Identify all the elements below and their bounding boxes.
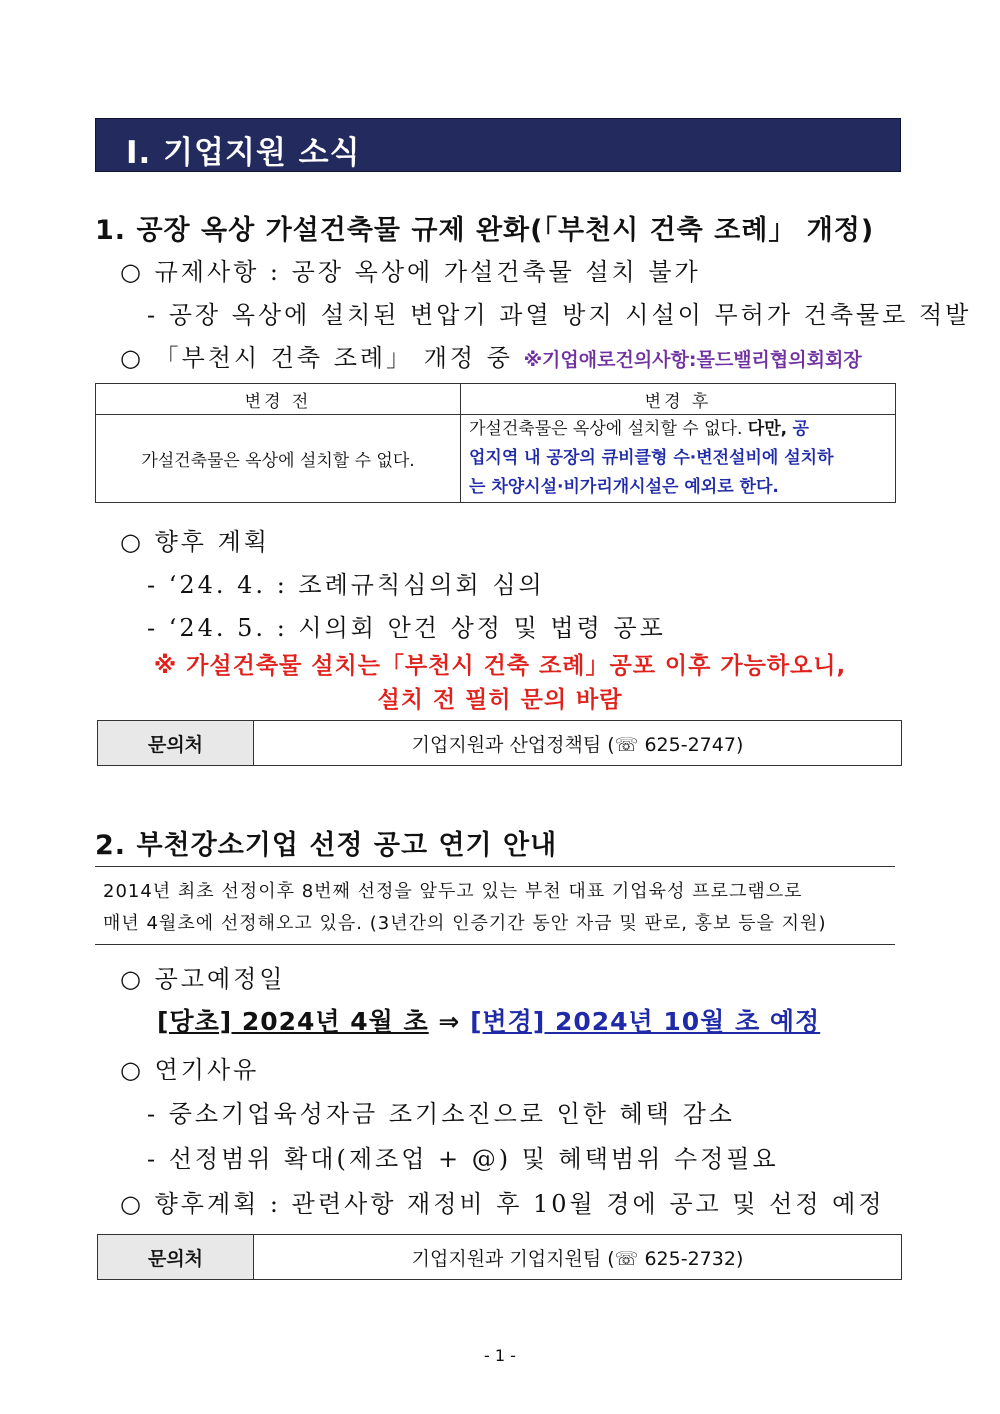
plan-line: ○ 향후 계획 bbox=[120, 528, 270, 556]
regulation-line: ○ 규제사항 : 공장 옥상에 가설건축물 설치 불가 bbox=[120, 258, 701, 286]
contact-label: 문의처 bbox=[98, 1235, 254, 1279]
contact-label: 문의처 bbox=[98, 721, 254, 765]
notice-line-2: 설치 전 필히 문의 바람 bbox=[377, 687, 623, 713]
amendment-text: ○ 「부천시 건축 조례」 개정 중 bbox=[120, 344, 513, 372]
before-header: 변경 전 bbox=[96, 384, 461, 415]
after-blue-3: 는 차양시설·비가리개시설은 예외로 한다. bbox=[469, 477, 779, 497]
reason-item: - 선정범위 확대(제조업 + @) 및 혜택범위 수정필요 bbox=[147, 1145, 779, 1173]
plan-item: - ‘24. 4. : 조례규칙심의회 심의 bbox=[147, 571, 545, 599]
banner-title: Ⅰ. 기업지원 소식 bbox=[126, 135, 361, 171]
date-label: ○ 공고예정일 bbox=[120, 965, 286, 993]
amendment-note: ※기업애로건의사항:몰드밸리협의회회장 bbox=[523, 349, 862, 371]
notice-line-1: ※ 가설건축물 설치는「부천시 건축 조례」공포 이후 가능하오니, bbox=[153, 653, 847, 679]
date-line bbox=[157, 1002, 820, 1038]
future-plan-line: ○ 향후계획 : 관련사항 재정비 후 10월 경에 공고 및 선정 예정 bbox=[120, 1190, 885, 1218]
regulation-detail: - 공장 옥상에 설치된 변압기 과열 방지 시설이 무허가 건축물로 적발 bbox=[147, 301, 972, 329]
after-header: 변경 후 bbox=[461, 384, 896, 415]
reason-label: ○ 연기사유 bbox=[120, 1056, 260, 1084]
reason-item: - 중소기업육성자금 조기소진으로 인한 혜택 감소 bbox=[147, 1100, 735, 1128]
after-blue-2: 업지역 내 공장의 큐비클형 수·변전설비에 설치하 bbox=[469, 448, 834, 468]
after-cell bbox=[461, 415, 896, 503]
contact-value: 기업지원과 산업정책팀 (☏ 625-2747) bbox=[411, 733, 744, 756]
section-banner bbox=[95, 118, 901, 172]
date-changed: [변경] 2024년 10월 초 예정 bbox=[470, 1007, 821, 1036]
page-number: - 1 - bbox=[484, 1346, 516, 1365]
section-2-title: 2. 부천강소기업 선정 공고 연기 안내 bbox=[95, 830, 558, 861]
plan-item: - ‘24. 5. : 시의회 안건 상정 및 법령 공포 bbox=[147, 614, 666, 642]
comparison-table bbox=[95, 383, 896, 503]
amendment-line bbox=[120, 338, 862, 373]
after-blue-1: 공 bbox=[792, 419, 809, 439]
arrow-icon: ⇒ bbox=[438, 1007, 461, 1036]
divider bbox=[95, 944, 895, 945]
before-cell: 가설건축물은 옥상에 설치할 수 없다. bbox=[96, 415, 461, 503]
table-header-row bbox=[96, 384, 896, 415]
contact-box bbox=[97, 720, 902, 766]
contact-box bbox=[97, 1234, 902, 1280]
intro-line-1: 2014년 최초 선정이후 8번째 선정을 앞두고 있는 부천 대표 기업육성 프로그램으로 bbox=[103, 881, 803, 902]
after-plain: 가설건축물은 옥상에 설치할 수 없다. bbox=[469, 419, 743, 439]
after-bold: 다만, bbox=[747, 419, 788, 439]
section-1-title: 1. 공장 옥상 가설건축물 규제 완화(「부천시 건축 조례」 개정) bbox=[95, 215, 875, 246]
intro-line-2: 매년 4월초에 선정해오고 있음. (3년간의 인증기간 동안 자금 및 판로, 홍보 등을 지원) bbox=[103, 913, 827, 934]
contact-value: 기업지원과 기업지원팀 (☏ 625-2732) bbox=[411, 1247, 744, 1270]
divider bbox=[95, 866, 895, 867]
date-original: [당초] 2024년 4월 초 bbox=[157, 1007, 429, 1036]
table-row bbox=[96, 415, 896, 503]
